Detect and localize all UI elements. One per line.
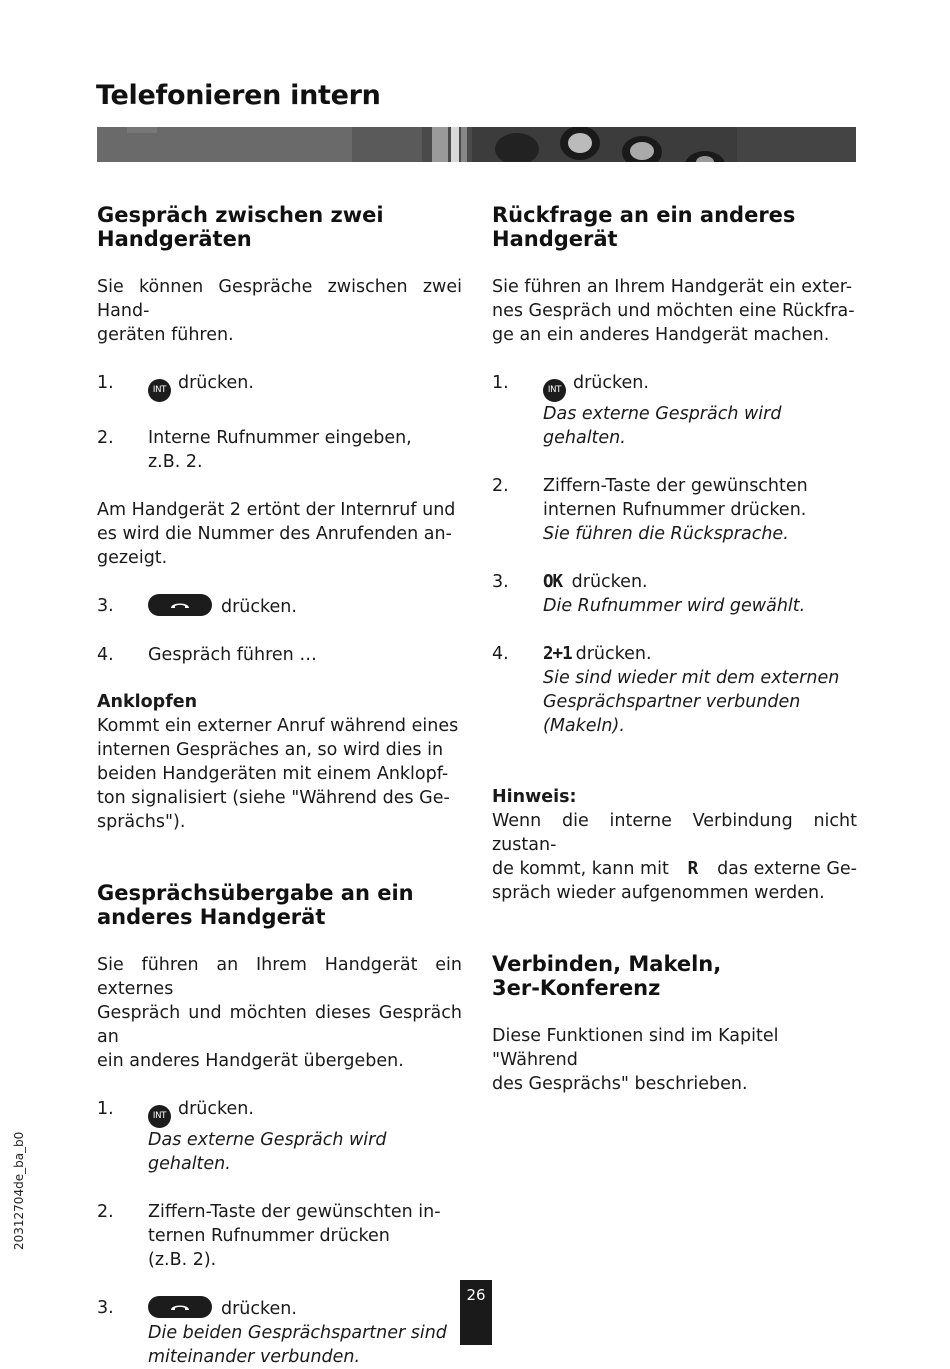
toggle-softkey-icon: 2+1: [543, 644, 572, 664]
step-number: 3.: [492, 572, 509, 592]
step-number: 4.: [492, 644, 509, 664]
step-item: 1. INT drücken. Das externe Gespräch wird gehalten.: [97, 1099, 387, 1174]
hinweis-paragraph: Wenn die interne Verbindung nicht zustan- de kommt, kann mit R das externe Ge- spräch wieder aufgenommen werden.: [492, 811, 857, 903]
step-item: 3. OK drücken. Die Rufnummer wird gewählt.: [492, 572, 806, 616]
step-item: 2. Ziffern-Taste der gewünschten internen Rufnummer drücken. Sie führen die Rücksprache.: [492, 476, 808, 544]
left-column: [97, 203, 462, 1369]
anklopfen-paragraph: Kommt ein externer Anruf während eines internen Gespräches an, so wird dies in beiden Handgeräten mit einem Anklopf- ton signalisiert (siehe "Während des Ge- sprächs").: [97, 716, 459, 832]
heading-line: Gespräch zwischen zwei: [97, 203, 384, 227]
step-text: drücken.: [178, 373, 254, 393]
int-key-icon: INT: [543, 379, 566, 402]
document-code: 20312704de_ba_b0: [12, 1131, 26, 1250]
heading-line: Rückfrage an ein anderes: [492, 203, 796, 227]
page-number: 26: [460, 1280, 492, 1345]
step-item: [97, 594, 462, 619]
heading-line: Handgeräten: [97, 227, 252, 251]
intro-paragraph: Sie können Gespräche zwischen zwei Hand- geräten führen.: [97, 277, 462, 345]
heading-line: 3er-Konferenz: [492, 976, 661, 1000]
header-photo-banner: [97, 127, 856, 162]
end-call-key-icon: [148, 594, 212, 616]
intro-paragraph: Sie führen an Ihrem Handgerät ein externes Gespräch und möchten dieses Gespräch an ein anderes Handgerät übergeben.: [97, 955, 462, 1071]
step-number: 3.: [97, 596, 114, 616]
ok-softkey-icon: OK: [543, 572, 563, 592]
phone-keypad-photo: [97, 127, 856, 162]
subheading-hinweis: Hinweis:: [492, 787, 577, 807]
section-heading-rueckfrage: [492, 203, 857, 251]
step-number: 2.: [492, 476, 509, 496]
heading-line: anderes Handgerät: [97, 905, 326, 929]
step-item: 1. INT drücken. Das externe Gespräch wird gehalten.: [492, 373, 782, 448]
step-number: 4.: [97, 645, 114, 665]
heading-line: Handgerät: [492, 227, 618, 251]
section-heading-gespraech-zwischen: [97, 203, 462, 251]
step-item: 3. drücken. Die beiden Gesprächspartner sind miteinander verbunden.: [97, 1298, 447, 1367]
step-text: Gespräch führen …: [148, 645, 317, 665]
right-column: [492, 203, 857, 1096]
step-number: 1.: [97, 1099, 114, 1119]
heading-line: Gesprächsübergabe an ein: [97, 881, 414, 905]
intro-paragraph: Sie führen an Ihrem Handgerät ein exter- nes Gespräch und möchten eine Rückfra- ge an ein anderes Handgerät machen.: [492, 277, 855, 345]
step-number: 1.: [97, 373, 114, 393]
section-heading-gespraechsuebergabe: [97, 881, 462, 929]
info-paragraph: Am Handgerät 2 ertönt der Internruf und es wird die Nummer des Anrufenden an- gezeigt.: [97, 500, 456, 568]
page-title: Telefonieren intern: [96, 80, 381, 111]
step-item: 2. Ziffern-Taste der gewünschten in- ternen Rufnummer drücken (z.B. 2).: [97, 1202, 441, 1270]
step-item: [97, 643, 462, 667]
step-text: drücken.: [221, 597, 297, 617]
step-number: 3.: [97, 1298, 114, 1318]
verbinden-paragraph: Diese Funktionen sind im Kapitel "Während des Gesprächs" beschrieben.: [492, 1026, 779, 1094]
section-heading-verbinden: [492, 952, 857, 1000]
subheading-anklopfen: Anklopfen: [97, 692, 198, 712]
heading-line: Verbinden, Makeln,: [492, 952, 722, 976]
step-item: 4. 2+1 drücken. Sie sind wieder mit dem externen Gesprächspartner verbunden (Makeln).: [492, 644, 840, 736]
int-key-icon: INT: [148, 1105, 171, 1128]
step-number: 1.: [492, 373, 509, 393]
r-key-icon: R: [687, 859, 699, 879]
step-number: 2.: [97, 428, 114, 448]
step-number: 2.: [97, 1202, 114, 1222]
step-item: 2. Interne Rufnummer eingeben, z.B. 2.: [97, 428, 412, 472]
end-call-key-icon: [148, 1296, 212, 1318]
int-key-icon: INT: [148, 379, 171, 402]
step-item: [97, 371, 462, 402]
